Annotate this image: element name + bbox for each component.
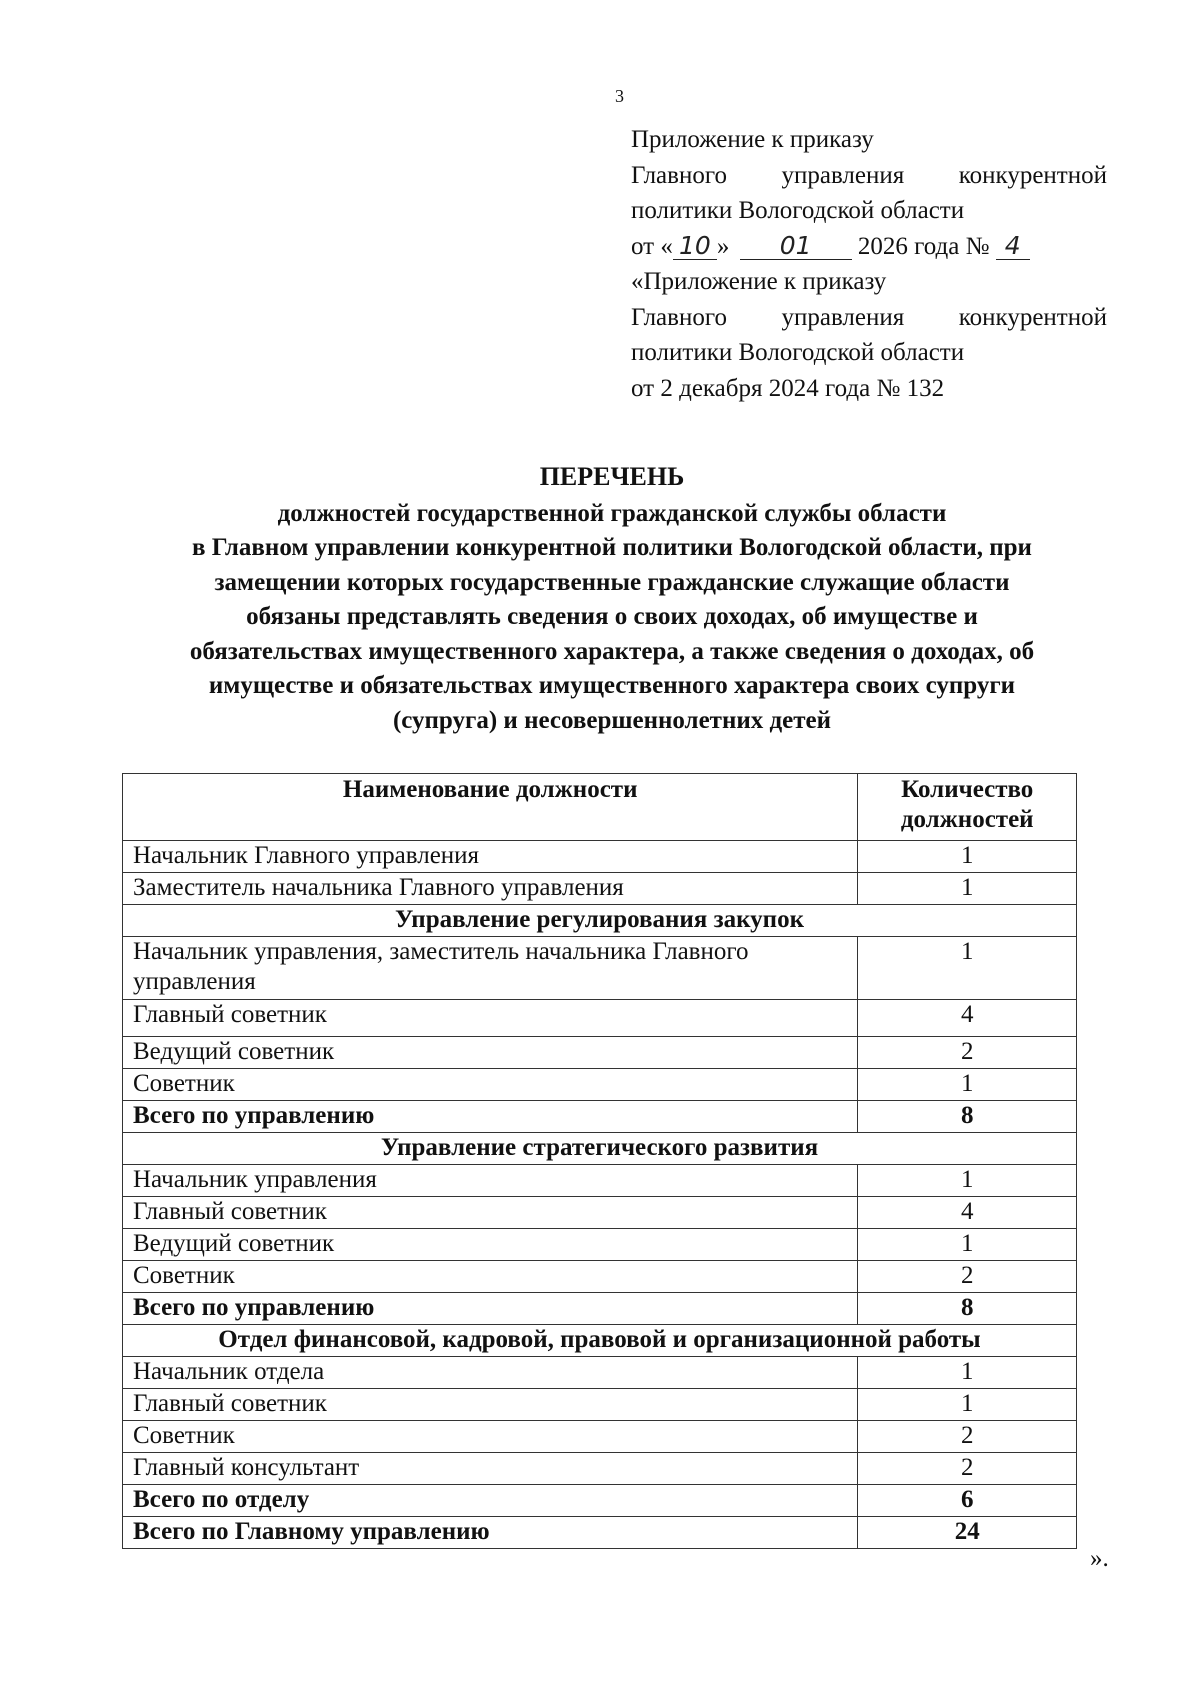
column-header-count (858, 774, 1077, 841)
position-name: Главный советник (123, 1000, 858, 1037)
title-line: имуществе и обязательствах имущественного характера своих супруги (208, 672, 1016, 699)
position-name: Начальник Главного управления (123, 841, 858, 873)
closing-quote-mark: ». (1090, 1545, 1109, 1572)
total-count: 8 (858, 1101, 1077, 1133)
date-mid: » (716, 232, 730, 260)
table-row (123, 873, 1077, 905)
header-line: Главного управления конкурентной (631, 161, 1107, 189)
document-title (112, 460, 1112, 738)
date-prefix: от « (631, 232, 673, 260)
positions-table (122, 773, 1077, 1549)
title-line: замещении которых государственные гражданские служащие области (214, 568, 1010, 596)
table-row (123, 1357, 1077, 1389)
table-row (123, 1389, 1077, 1421)
handwritten-day: 10 (673, 233, 717, 260)
table-row (123, 1000, 1077, 1037)
position-count: 1 (858, 1069, 1077, 1101)
table-row (123, 1261, 1077, 1293)
table-row (123, 937, 1077, 1000)
section-row (123, 1133, 1077, 1165)
column-header-name: Наименование должности (123, 774, 858, 841)
order-date-line (631, 229, 1107, 265)
position-name: Начальник управления (123, 1165, 858, 1197)
position-name: Советник (123, 1421, 858, 1453)
grand-total-count: 24 (858, 1517, 1077, 1549)
total-label: Всего по управлению (123, 1293, 858, 1325)
total-label: Всего по отделу (123, 1485, 858, 1517)
handwritten-order-number: 4 (996, 233, 1030, 260)
handwritten-month: 01 (740, 233, 852, 260)
position-count: 1 (858, 1357, 1077, 1389)
section-title: Отдел финансовой, кадровой, правовой и организационной работы (123, 1325, 1077, 1357)
position-name: Начальник отдела (123, 1357, 858, 1389)
table-row (123, 1069, 1077, 1101)
section-row (123, 1325, 1077, 1357)
column-header-count-line: Количество (901, 776, 1034, 803)
position-name: Главный советник (123, 1197, 858, 1229)
header-line: от 2 декабря 2024 года № 132 (631, 374, 945, 402)
title-line: должностей государственной гражданской службы области (277, 499, 947, 527)
table-row (123, 841, 1077, 873)
position-count: 1 (858, 1229, 1077, 1261)
position-name: Заместитель начальника Главного управления (123, 873, 858, 905)
position-count: 1 (858, 1165, 1077, 1197)
position-count: 2 (858, 1037, 1077, 1069)
title-line: обязаны представлять сведения о своих доходах, об имуществе и (246, 603, 978, 630)
total-count: 8 (858, 1293, 1077, 1325)
table-row (123, 1453, 1077, 1485)
position-name: Главный советник (123, 1389, 858, 1421)
section-title: Управление стратегического развития (123, 1133, 1077, 1165)
header-line: Приложение к приказу (631, 126, 874, 153)
date-year: 2026 года № (857, 232, 990, 260)
total-row (123, 1293, 1077, 1325)
header-line: Главного управления конкурентной (631, 303, 1107, 331)
total-row (123, 1101, 1077, 1133)
position-name: Советник (123, 1069, 858, 1101)
total-count: 6 (858, 1485, 1077, 1517)
header-line: «Приложение к приказу (631, 268, 887, 295)
position-count: 1 (858, 841, 1077, 873)
position-count: 4 (858, 1000, 1077, 1037)
title-line: обязательствах имущественного характера, а также сведения о доходах, об (189, 637, 1035, 665)
position-count: 4 (858, 1197, 1077, 1229)
position-count: 1 (858, 937, 1077, 1000)
section-title: Управление регулирования закупок (123, 905, 1077, 937)
approval-header (631, 122, 1107, 406)
title-main: ПЕРЕЧЕНЬ (539, 462, 685, 491)
total-label: Всего по управлению (123, 1101, 858, 1133)
position-count: 1 (858, 1389, 1077, 1421)
table-row (123, 1229, 1077, 1261)
position-count: 2 (858, 1453, 1077, 1485)
position-name: Ведущий советник (123, 1229, 858, 1261)
position-name: Ведущий советник (123, 1037, 858, 1069)
header-line: политики Вологодской области (631, 339, 965, 366)
grand-total-label: Всего по Главному управлению (123, 1517, 858, 1549)
total-row (123, 1485, 1077, 1517)
position-name: Главный консультант (123, 1453, 858, 1485)
section-row (123, 905, 1077, 937)
header-line: политики Вологодской области (631, 197, 965, 224)
position-name: Начальник управления, заместитель начальника Главного управления (123, 937, 858, 1000)
table-header-row (123, 774, 1077, 841)
column-header-count-line: должностей (900, 806, 1034, 833)
table-row (123, 1165, 1077, 1197)
table-row (123, 1037, 1077, 1069)
page-number: 3 (615, 86, 624, 106)
position-name: Советник (123, 1261, 858, 1293)
title-line: (супруга) и несовершеннолетних детей (392, 706, 832, 734)
position-count: 2 (858, 1421, 1077, 1453)
position-count: 1 (858, 873, 1077, 905)
grand-total-row (123, 1517, 1077, 1549)
table-row (123, 1421, 1077, 1453)
title-line: в Главном управлении конкурентной политики Вологодской области, при (192, 534, 1032, 561)
position-count: 2 (858, 1261, 1077, 1293)
table-row (123, 1197, 1077, 1229)
